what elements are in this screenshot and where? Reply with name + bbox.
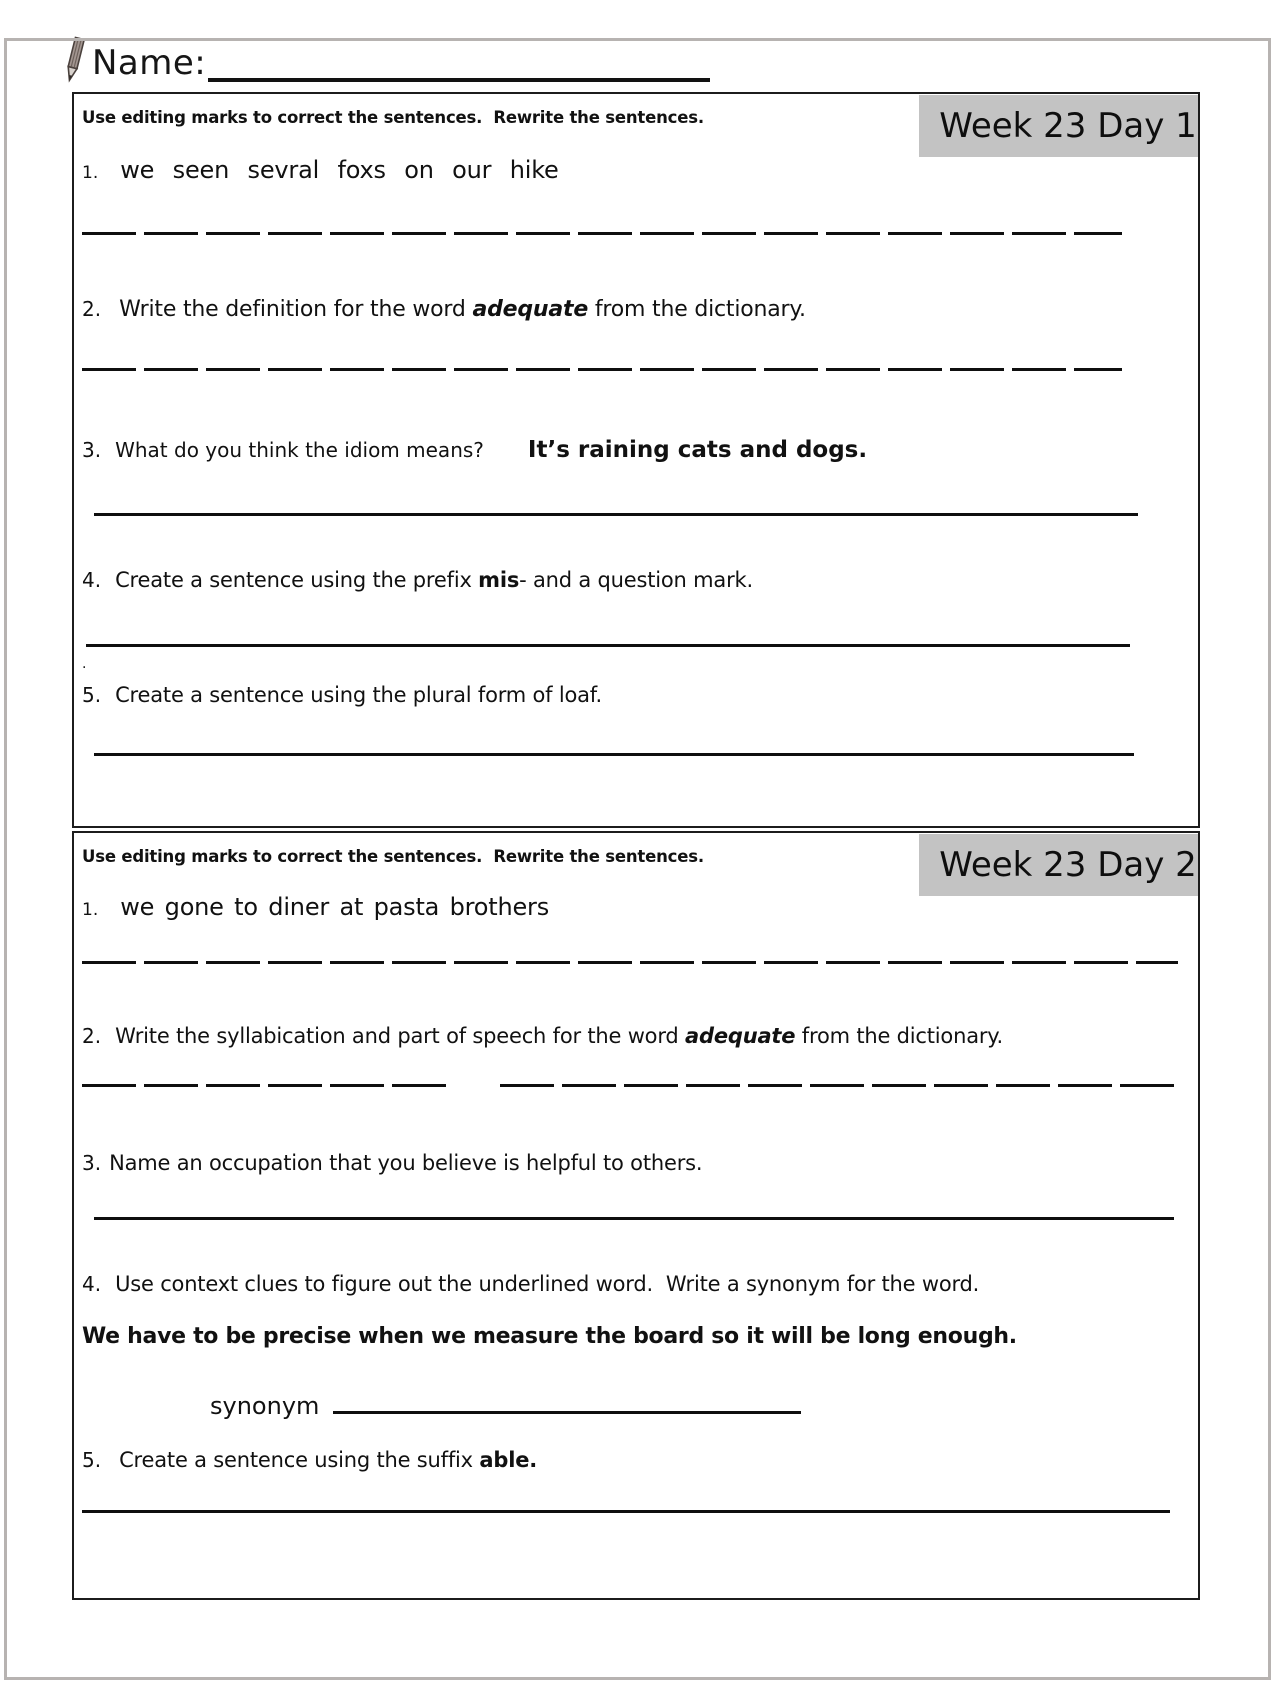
idiom-sentence: It’s raining cats and dogs. [527, 436, 868, 463]
day1-section [72, 92, 1200, 828]
question-number: 4. [82, 567, 102, 592]
name-blank-line [208, 44, 710, 82]
pencil-icon [60, 34, 90, 86]
day1-question-5 [82, 683, 1182, 707]
day-badge: Week 23 Day 2 [919, 834, 1200, 896]
question-number: 3. [82, 1150, 102, 1175]
question-text: from the dictionary. [795, 1023, 1004, 1048]
sentence-text: when we measure the board so it will be long enough. [350, 1323, 1017, 1349]
day2-question-2 [82, 1024, 1182, 1048]
day-badge: Week 23 Day 1 [919, 95, 1200, 157]
day2-question-4 [82, 1272, 1182, 1296]
answer-line [82, 1084, 454, 1087]
question-text: Create a sentence using the prefix [115, 567, 479, 592]
question-text: What do you think the idiom means? [115, 437, 484, 462]
answer-line [86, 644, 1130, 647]
answer-line [82, 961, 1178, 964]
day2-instructions: Use editing marks to correct the sentences. Rewrite the sentences. [82, 847, 704, 866]
question-text: - and a question mark. [519, 567, 753, 592]
synonym-label: synonym [210, 1391, 320, 1420]
answer-line-pair [82, 1084, 1182, 1087]
question-number: 3. [82, 437, 102, 462]
question-text: Create a sentence using the plural form of loaf. [115, 682, 602, 707]
day2-question-3 [82, 1151, 1182, 1175]
day1-question-4 [82, 568, 1182, 592]
prefix-word: mis [478, 567, 520, 592]
suffix-word: able [479, 1447, 530, 1472]
day2-question-5 [82, 1448, 1182, 1472]
answer-line [82, 368, 1122, 371]
question-text: we gone to diner at pasta brothers [120, 892, 550, 921]
day2-question-1 [82, 893, 1182, 921]
question-text: Write the syllabication and part of speech for the word [115, 1023, 686, 1048]
vocabulary-word: adequate [685, 1023, 796, 1048]
question-text: we seen sevral foxs on our hike [120, 155, 559, 184]
question-number: 1. [82, 899, 99, 920]
stray-period: . [82, 655, 87, 672]
question-number: 5. [82, 682, 102, 707]
question-number: 1. [82, 162, 99, 183]
question-text: . [529, 1447, 538, 1472]
day1-question-3 [82, 437, 1182, 463]
question-text: Name an occupation that you believe is helpful to others. [109, 1150, 703, 1175]
day1-question-2 [82, 297, 1182, 322]
answer-line [94, 1217, 1174, 1220]
day1-instructions: Use editing marks to correct the sentences. Rewrite the sentences. [82, 108, 704, 127]
day1-question-1 [82, 156, 1182, 184]
vocabulary-word: adequate [472, 296, 589, 322]
name-row [60, 34, 1275, 82]
synonym-row [210, 1385, 1182, 1420]
name-label: Name: [92, 43, 207, 83]
synonym-blank-line [333, 1385, 801, 1414]
question-text: from the dictionary. [588, 296, 806, 322]
question-number: 2. [82, 296, 102, 321]
context-sentence [82, 1324, 1182, 1349]
question-number: 5. [82, 1447, 102, 1472]
question-number: 4. [82, 1271, 102, 1296]
question-number: 2. [82, 1023, 102, 1048]
question-text: Create a sentence using the suffix [119, 1447, 480, 1472]
day2-section [72, 831, 1200, 1600]
question-text: Write the definition for the word [119, 296, 473, 322]
answer-line [82, 232, 1122, 235]
answer-line [94, 753, 1134, 756]
underlined-word: precise [262, 1323, 351, 1349]
answer-line [82, 1510, 1170, 1513]
answer-line [500, 1084, 1178, 1087]
sentence-text: We have to be [82, 1323, 263, 1349]
question-text: Use context clues to figure out the underlined word. Write a synonym for the word. [115, 1271, 980, 1296]
answer-line [94, 513, 1138, 516]
